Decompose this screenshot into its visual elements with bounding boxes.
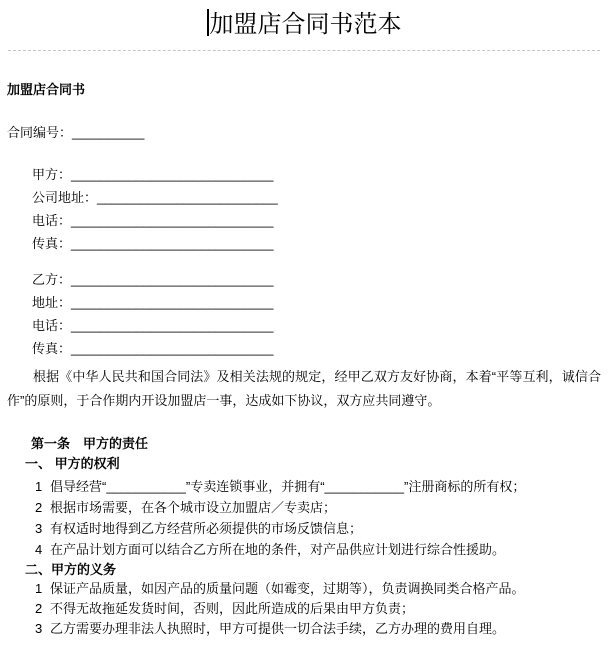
field-party-b-name xyxy=(32,268,601,291)
list-item xyxy=(7,476,601,497)
field-label: 传真： xyxy=(32,341,72,356)
field-party-b-fax xyxy=(32,337,601,360)
text-cursor-caret xyxy=(207,9,209,36)
field-label: 电话： xyxy=(32,318,72,333)
field-blank: ____________________________ xyxy=(71,213,274,228)
item-text: 保证产品质量，如因产品的质量问题（如霉变，过期等），负责调换同类合格产品。 xyxy=(50,581,525,596)
party-b-fields xyxy=(32,268,601,360)
field-label: 电话： xyxy=(32,213,72,228)
contract-number-blank: __________ xyxy=(72,125,145,140)
field-label: 乙方： xyxy=(32,272,72,287)
list-item xyxy=(7,599,601,619)
item-number: 1 xyxy=(35,581,43,596)
article1-heading: 第一条 甲方的责任 xyxy=(31,436,149,451)
field-party-a-name xyxy=(32,163,601,186)
field-party-b-phone xyxy=(32,314,601,337)
item-text: 不得无故拖延发货时间，否则，因此所造成的后果由甲方负责； xyxy=(50,601,415,616)
field-party-b-address xyxy=(32,291,601,314)
field-blank: ____________________________ xyxy=(71,236,274,251)
field-blank: ____________________________ xyxy=(71,318,274,333)
field-party-a-fax xyxy=(32,232,601,255)
field-blank: ____________________________ xyxy=(71,167,274,182)
list-item xyxy=(7,497,601,518)
list-item xyxy=(7,518,601,539)
dashed-divider xyxy=(8,50,600,51)
page-title-row xyxy=(7,0,601,39)
item-text: 在产品计划方面可以结合乙方所在地的条件，对产品供应计划进行综合性援助。 xyxy=(50,542,506,557)
contract-number-label: 合同编号： xyxy=(7,125,73,140)
item-number: 2 xyxy=(35,500,43,515)
list-item xyxy=(7,539,601,560)
contract-number-line xyxy=(7,125,601,141)
obligations-subheading: 二、甲方的义务 xyxy=(25,562,117,577)
document-heading: 加盟店合同书 xyxy=(7,82,86,97)
field-blank: ____________________________ xyxy=(71,295,274,310)
field-party-a-address xyxy=(32,186,601,209)
rights-item-list xyxy=(7,476,601,560)
intro-paragraph: 根据《中华人民共和国合同法》及相关法规的规定，经甲乙双方友好协商，本着“平等互利，诚信合作”的原则，于合作期内开设加盟店一事，达成如下协议，双方应共同遵守。 xyxy=(7,369,601,408)
list-item xyxy=(7,619,601,639)
party-a-fields xyxy=(32,163,601,255)
obligations-item-list xyxy=(7,579,601,639)
item-text: 有权适时地得到乙方经营所必须提供的市场反馈信息； xyxy=(50,521,363,536)
item-text: 根据市场需要，在各个城市设立加盟店／专卖店； xyxy=(50,500,337,515)
item-number: 4 xyxy=(35,542,43,557)
field-party-a-phone xyxy=(32,209,601,232)
page-title: 加盟店合同书范本 xyxy=(209,12,402,38)
field-blank: ____________________________ xyxy=(71,341,274,356)
item-number: 3 xyxy=(35,521,43,536)
item-number: 2 xyxy=(35,601,43,616)
rights-subheading: 一、 甲方的权利 xyxy=(25,456,120,471)
field-blank: _________________________ xyxy=(97,190,278,205)
field-blank: ____________________________ xyxy=(71,272,274,287)
field-label: 甲方： xyxy=(32,167,72,182)
item-number: 3 xyxy=(35,621,43,636)
list-item xyxy=(7,579,601,599)
item-text: 倡导经营“___________”专卖连锁事业，并拥有“___________”注册商标的所有权； xyxy=(50,479,526,494)
field-label: 公司地址： xyxy=(32,190,98,205)
field-label: 传真： xyxy=(32,236,72,251)
item-text: 乙方需要办理非法人执照时，甲方可提供一切合法手续，乙方办理的费用自理。 xyxy=(50,621,506,636)
item-number: 1 xyxy=(35,479,43,494)
field-label: 地址： xyxy=(32,295,72,310)
